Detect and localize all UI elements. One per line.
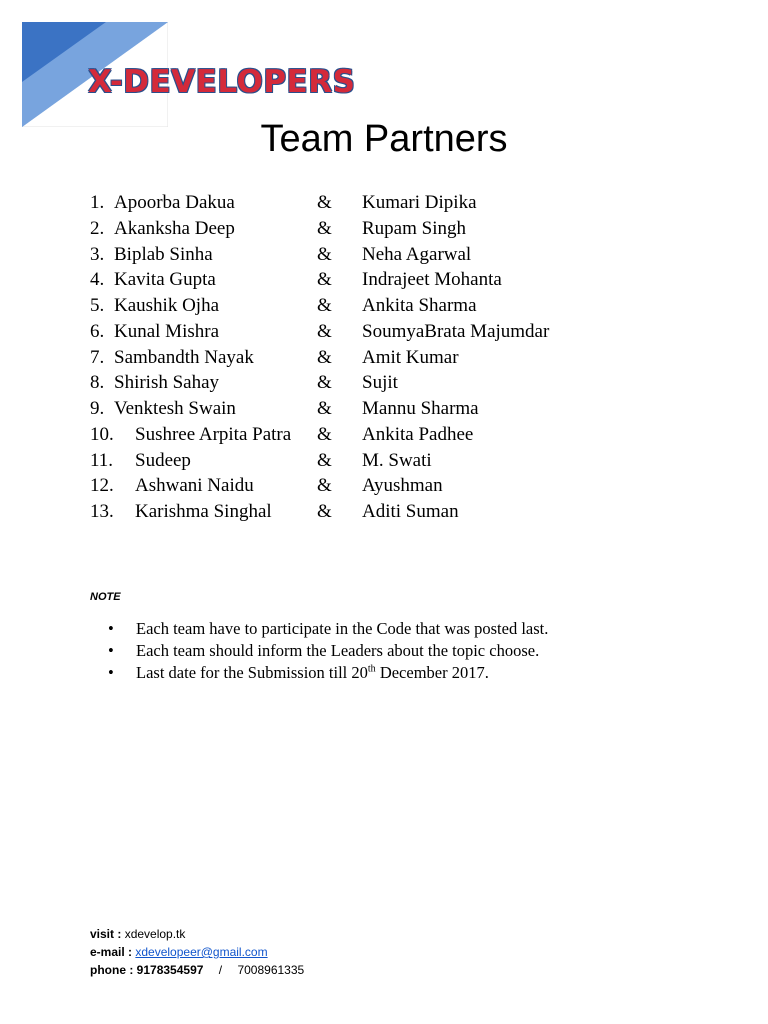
visit-value: xdevelop.tk [124,927,186,941]
team-member-b: Neha Agarwal [362,243,472,265]
team-member-b: SoumyaBrata Majumdar [362,320,550,342]
note-text-pre: Last date for the Submission till 20 [136,663,368,682]
email-link[interactable]: xdevelopeer@gmail.com [135,945,268,959]
phone-number-1: 9178354597 [136,963,204,977]
phone-label: phone : [90,963,134,977]
team-member-a: Apoorba Dakua [114,192,235,213]
team-member-b: Indrajeet Mohanta [362,269,502,291]
team-number: 12. [90,475,114,497]
team-number: 11. [90,449,114,471]
note-list [108,618,548,684]
team-member-a: Kavita Gupta [114,269,216,291]
team-member-b: Mannu Sharma [362,398,479,419]
phone-separator: / [218,963,223,977]
ampersand: & [317,295,332,316]
team-member-a: Sushree Arpita Patra [135,423,292,445]
team-member-b: Ankita Sharma [362,295,477,316]
contact-footer [90,925,304,979]
ampersand: & [317,449,332,471]
team-member-b: M. Swati [362,449,432,471]
team-number: 13. [90,501,114,522]
phone-number-2: 7008961335 [237,963,305,977]
team-member-a: Shirish Sahay [114,372,220,394]
note-label: NOTE [90,591,121,603]
ampersand: & [317,475,332,497]
ampersand: & [317,269,332,291]
team-number: 5. [90,295,105,316]
ampersand: & [317,423,332,445]
team-number: 7. [90,346,105,368]
team-member-a: Ashwani Naidu [135,475,254,497]
logo-text: X-DEVELOPERS [88,64,356,100]
team-member-a: Kaushik Ojha [114,295,220,316]
team-number: 6. [90,320,105,342]
team-number: 10. [90,423,114,445]
ampersand: & [317,243,332,265]
team-member-b: Amit Kumar [362,346,459,368]
ampersand: & [317,372,332,394]
team-member-b: Ankita Padhee [362,423,474,445]
ampersand: & [317,398,332,419]
team-number: 4. [90,269,105,291]
team-member-b: Ayushman [362,475,443,497]
team-member-b: Rupam Singh [362,217,466,239]
bullet-icon: • [108,641,114,660]
bullet-icon: • [108,619,114,638]
note-text: Each team have to participate in the Code that was posted last. [136,619,549,638]
team-member-a: Sudeep [135,449,191,471]
note-text: Each team should inform the Leaders about the topic choose. [136,641,540,660]
ampersand: & [317,501,332,522]
team-number: 2. [90,217,105,239]
email-label: e-mail : [90,945,133,959]
visit-label: visit : [90,927,122,941]
note-item [108,618,548,640]
page-title: Team Partners [260,118,508,160]
bullet-icon: • [108,663,114,682]
team-member-a: Venktesh Swain [114,398,236,419]
note-text-post: December 2017. [375,663,489,682]
team-number: 3. [90,243,105,265]
ampersand: & [317,320,332,342]
team-member-b: Sujit [362,372,398,394]
visit-line [90,925,304,943]
ampersand: & [317,346,332,368]
ampersand: & [317,192,332,213]
team-member-a: Akanksha Deep [114,217,235,239]
ampersand: & [317,217,332,239]
phone-line [90,961,304,979]
note-text-sup: th [367,663,376,675]
note-item [108,662,548,684]
team-member-a: Karishma Singhal [135,501,272,522]
team-member-a: Sambandth Nayak [114,346,254,368]
team-member-b: Aditi Suman [362,501,459,522]
team-member-a: Kunal Mishra [114,320,220,342]
team-member-b: Kumari Dipika [362,192,477,213]
email-line [90,943,304,961]
team-number: 1. [90,192,105,213]
team-number: 8. [90,372,105,394]
x-developers-logo [22,22,382,132]
team-member-a: Biplab Sinha [114,243,213,265]
team-number: 9. [90,398,105,419]
note-item [108,640,548,662]
